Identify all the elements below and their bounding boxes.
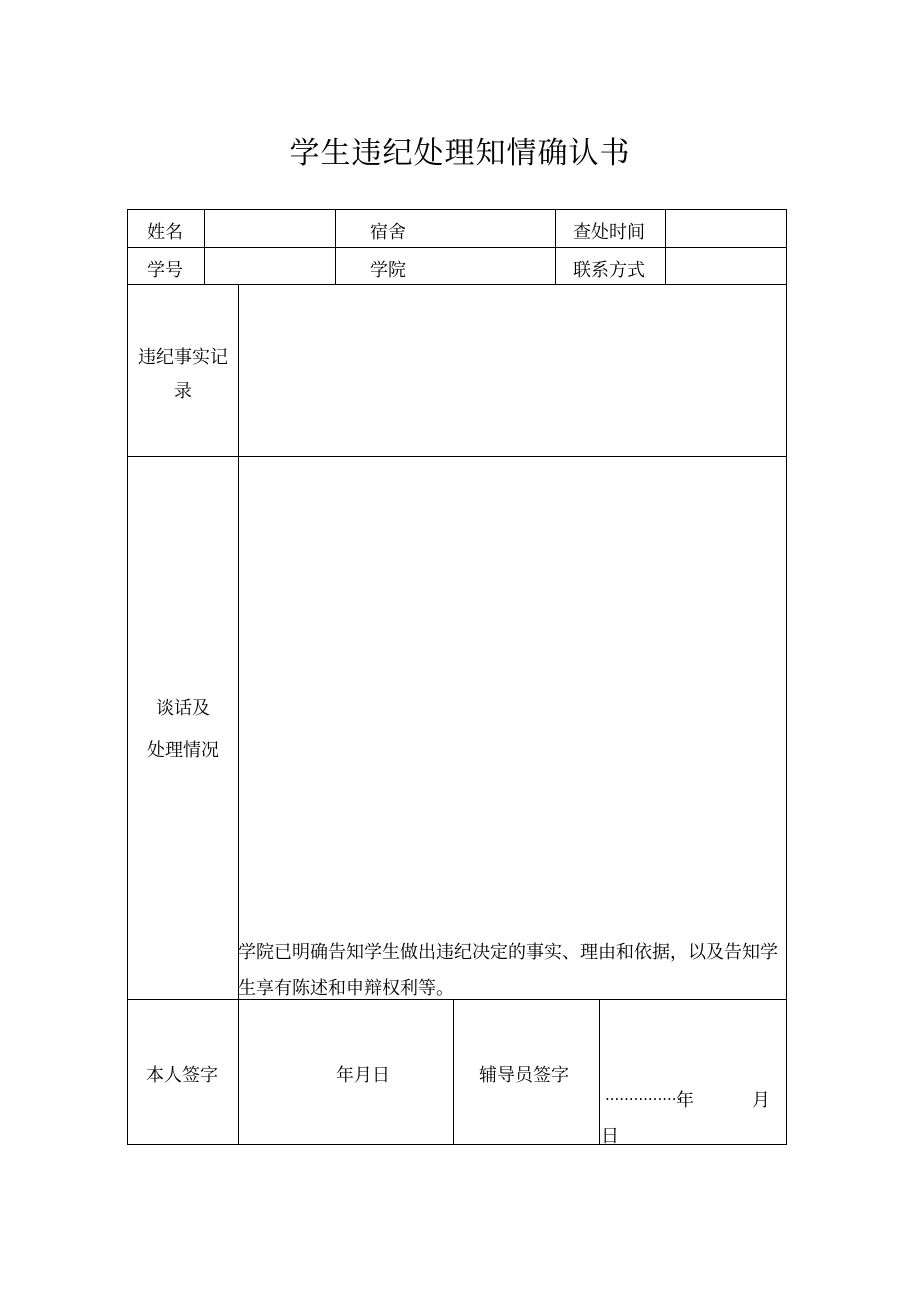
- self-sign-label: 本人签字: [146, 1065, 218, 1086]
- counselor-year: 年: [676, 1090, 694, 1111]
- col-divider-dorm-value: [555, 210, 556, 285]
- violation-record-label: [128, 347, 238, 402]
- talk-label-line1: 谈话及: [156, 698, 210, 719]
- contact-field[interactable]: [666, 248, 786, 283]
- self-date: 年月日: [336, 1065, 390, 1086]
- check-time-label: 查处时间: [573, 222, 645, 243]
- page-title: 学生违纪处理知情确认书: [289, 136, 631, 171]
- counselor-day: 日: [601, 1126, 619, 1147]
- talk-handling-field[interactable]: [239, 457, 786, 927]
- violation-label-line2: 录: [174, 380, 192, 402]
- dorm-label: 宿舍: [370, 222, 406, 243]
- notice-statement: 学院已明确告知学生做出违纪决定的事实、理由和依据，以及告知学生享有陈述和申辩权利等。: [238, 942, 778, 999]
- name-label: 姓名: [147, 222, 183, 243]
- counselor-month: 月: [752, 1090, 770, 1111]
- contact-label: 联系方式: [573, 260, 645, 281]
- college-field[interactable]: [336, 248, 554, 283]
- counselor-sign-field[interactable]: [600, 1000, 786, 1143]
- talk-handling-label: [128, 698, 238, 761]
- col-divider-sign-self: [453, 999, 454, 1144]
- violation-record-field[interactable]: [239, 285, 786, 456]
- self-sign-field[interactable]: [239, 1000, 452, 1143]
- dorm-value-field[interactable]: [336, 211, 554, 246]
- counselor-date-dots: ................: [605, 1086, 682, 1104]
- name-value-field[interactable]: [205, 211, 334, 246]
- student-id-label: 学号: [147, 260, 183, 281]
- talk-label-line2: 处理情况: [147, 739, 219, 761]
- violation-label-line1: 违纪事实记: [138, 347, 228, 368]
- student-id-field[interactable]: [205, 248, 334, 283]
- counselor-sign-label: 辅导员签字: [479, 1065, 569, 1086]
- college-label: 学院: [370, 260, 406, 281]
- check-time-field[interactable]: [666, 211, 786, 246]
- confirmation-form: [127, 209, 787, 1145]
